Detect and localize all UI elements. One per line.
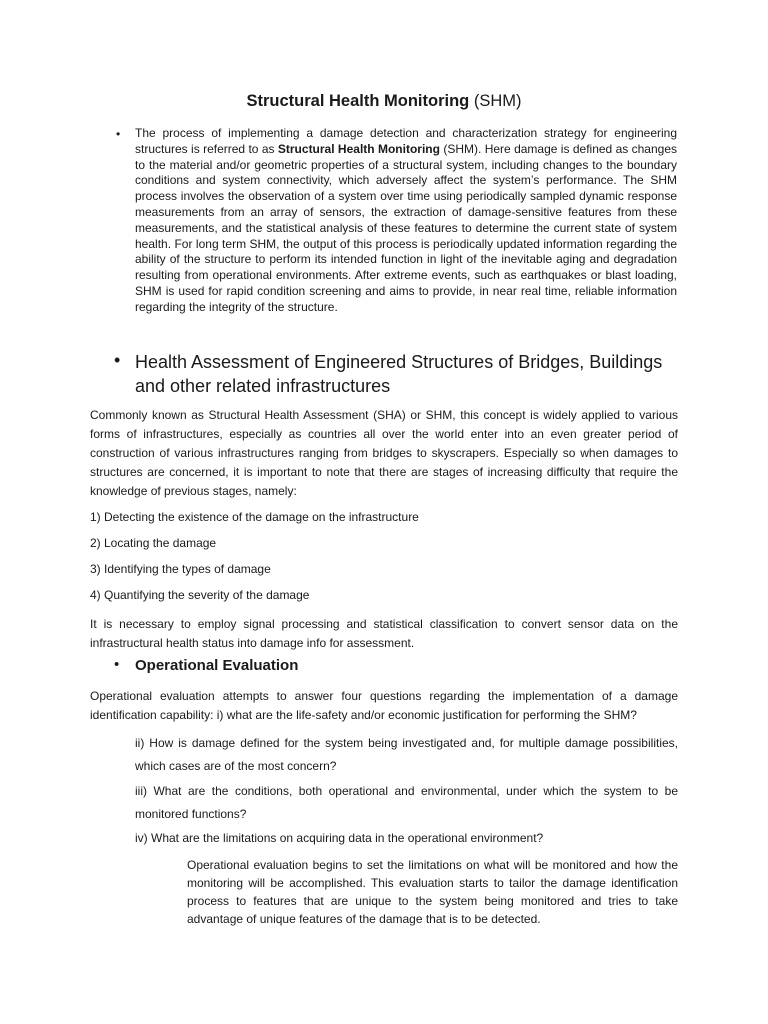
bullet-marker: • [114,656,120,673]
stage-item-3: 3) Identifying the types of damage [90,562,271,576]
stage-item-2: 2) Locating the damage [90,536,217,550]
intro-text-bold: Structural Health Monitoring [277,141,440,156]
section-heading-health-assessment: Health Assessment of Engineered Structures of Bridges, Buildings and other related infrastructures [135,352,663,396]
bullet-marker: • [116,127,121,141]
intro-bullet-paragraph [135,126,677,316]
intro-text-pre: The process of implementing a damage detection and characterization strategy for engineering structures is referred to as [135,126,677,156]
operational-summary-paragraph: Operational evaluation begins to set the limitations on what will be monitored and how the monitoring will be accomplished. This evaluation starts to tailor the damage identification process to features that are unique to the system being monitored and tries to take advantage of unique features of the damage that is to be detected. [187,858,678,926]
section-heading-operational-evaluation: Operational Evaluation [135,657,299,674]
question-item-3: iii) What are the conditions, both operational and environmental, under which the system to be monitored functions? [135,784,678,821]
title-bold: Structural Health Monitoring [246,92,470,110]
title-abbrev: (SHM) [473,92,522,110]
stage-item-1: 1) Detecting the existence of the damage on the infrastructure [90,510,419,524]
intro-text-post: (SHM). Here damage is defined as changes to the material and/or geometric properties of a structural system, including changes to the boundary conditions and system connectivity, which adversely affect the system’s performance. The SHM process involves the observation of a system over time using periodically sampled dynamic response measurements from an array of sensors, the extraction of damage-sensitive features from these measurements, and the statistical analysis of these features to determine the current state of system health. For long term SHM, the output of this process is periodically updated information regarding the ability of the structure to perform its intended function in light of the inevitable aging and degradation resulting from operational environments. After extreme events, such as earthquakes or blast loading, SHM is used for rapid condition screening and aims to provide, in near real time, reliable information regarding the integrity of the structure. [135,141,677,314]
sha-paragraph: Commonly known as Structural Health Assessment (SHA) or SHM, this concept is widely applied to various forms of infrastructures, especially as countries all over the world enter into an even greater period of construction of various infrastructures ranging from bridges to skyscrapers. Especially so when damages to structures are concerned, it is important to note that there are stages of increasing difficulty that require the knowledge of previous stages, namely: [90,408,678,498]
question-item-2: ii) How is damage defined for the system being investigated and, for multiple damage possibilities, which cases are of the most concern? [135,736,678,773]
signal-processing-paragraph: It is necessary to employ signal processing and statistical classification to convert sensor data on the infrastructural health status into damage info for assessment. [90,617,678,650]
operational-evaluation-paragraph: Operational evaluation attempts to answer four questions regarding the implementation of a damage identification capability: i) what are the life-safety and/or economic justification for performing the SHM? [90,689,678,722]
stage-item-4: 4) Quantifying the severity of the damage [90,588,310,602]
page-title [0,92,768,111]
bullet-marker: • [114,350,121,370]
question-item-4: iv) What are the limitations on acquiring data in the operational environment? [135,831,544,845]
